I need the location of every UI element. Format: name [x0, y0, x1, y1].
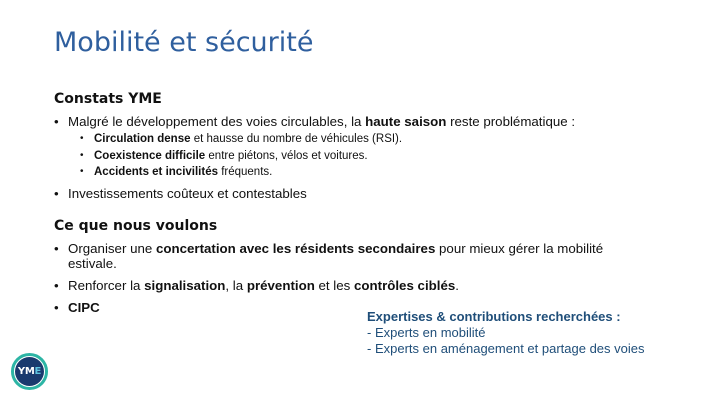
contributions-box	[367, 309, 667, 357]
sub-bold-text: Accidents et incivilités	[94, 166, 218, 178]
sub-list	[54, 131, 654, 181]
sub-text: et hausse du nombre de véhicules (RSI).	[190, 133, 403, 145]
contributions-heading: Expertises & contributions recherchées :	[367, 309, 621, 324]
bullet-text: Malgré le développement des voies circulables, la	[68, 114, 366, 129]
bullet-bold-text: CIPC	[68, 300, 100, 315]
sub-list-item	[80, 131, 654, 148]
sub-text: fréquents.	[218, 166, 273, 178]
bullet-text: pour mieux gérer la mobilité estivale.	[68, 241, 604, 271]
list-item	[54, 186, 654, 201]
bullet-text: Renforcer la	[68, 278, 145, 293]
constats-list	[54, 114, 654, 201]
list-item	[54, 241, 644, 271]
objectifs-list	[54, 241, 644, 315]
logo-letter: M	[24, 366, 35, 377]
bullet-text: Organiser une	[68, 241, 156, 256]
bullet-bold-text: signalisation	[144, 278, 226, 293]
logo-letter: E	[34, 366, 42, 377]
bullet-bold-text: prévention	[246, 278, 315, 293]
section-heading-objectifs: Ce que nous voulons	[54, 218, 218, 234]
list-item	[54, 278, 644, 293]
bullet-text: .	[455, 278, 459, 293]
sub-text: entre piétons, vélos et voitures.	[205, 149, 368, 162]
sub-list-item	[80, 164, 654, 181]
bullet-text: , la	[225, 278, 247, 293]
sub-list-item	[80, 148, 654, 165]
bullet-text: reste problématique :	[446, 114, 576, 129]
contributions-line: - Experts en mobilité	[367, 325, 486, 340]
bullet-bold-text: contrôles ciblés	[354, 278, 456, 293]
bullet-text: Investissements coûteux et contestables	[68, 185, 307, 201]
list-item	[54, 114, 654, 129]
slide-title: Mobilité et sécurité	[54, 27, 314, 58]
bullet-bold-text: haute saison	[365, 114, 447, 129]
section-heading-constats: Constats YME	[54, 91, 162, 107]
logo-letter: Y	[17, 366, 25, 377]
bullet-text: et les	[314, 278, 354, 293]
yme-logo-mark	[15, 357, 44, 386]
sub-bold-text: Circulation dense	[94, 133, 191, 145]
bullet-bold-text: concertation avec les résidents secondaires	[155, 241, 436, 256]
contributions-line: - Experts en aménagement et partage des voies	[367, 341, 645, 356]
sub-bold-text: Coexistence difficile	[94, 149, 206, 162]
yme-logo	[11, 353, 48, 390]
